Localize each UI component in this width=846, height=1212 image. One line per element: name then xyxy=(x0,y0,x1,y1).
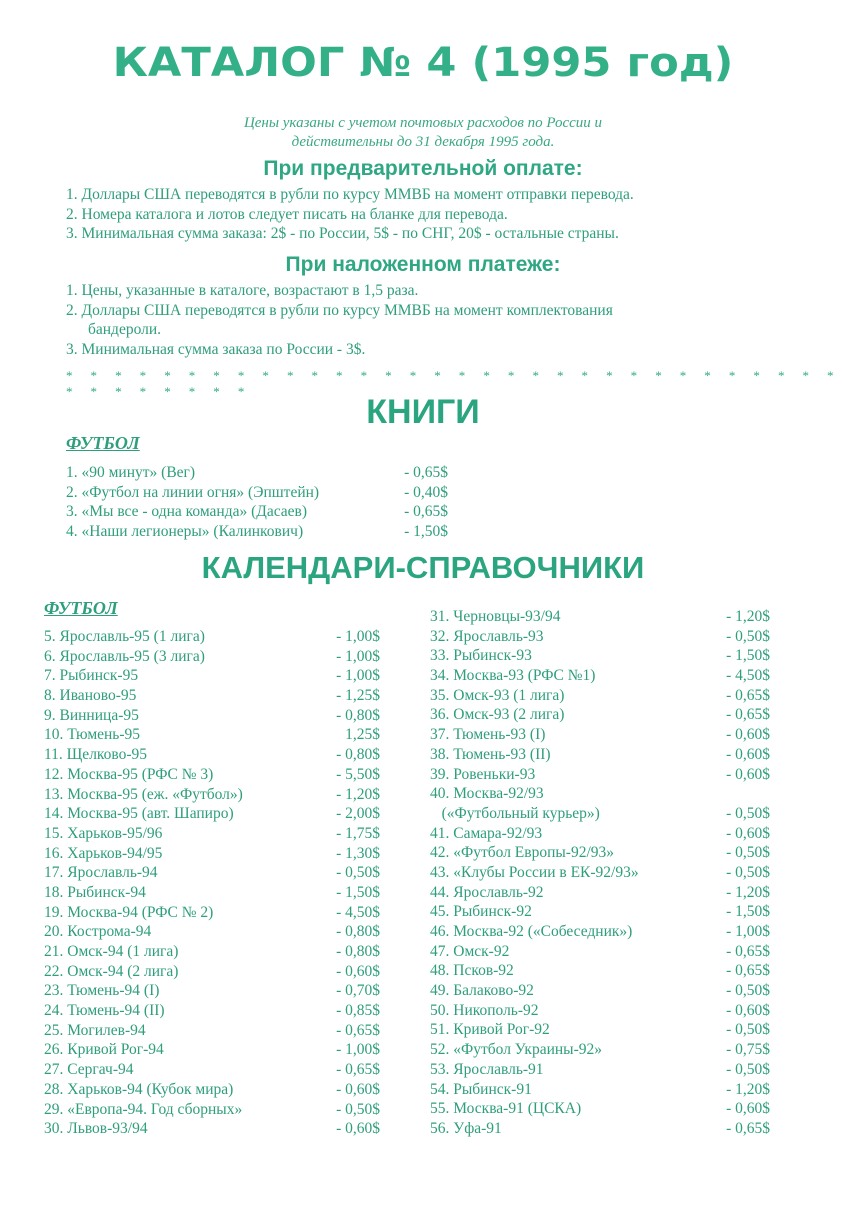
list-item xyxy=(44,942,380,962)
item-name: 27. Сергач-94 xyxy=(44,1061,134,1079)
item-name: 38. Тюмень-93 (II) xyxy=(430,745,551,763)
list-item xyxy=(44,863,380,883)
item-price: - 0,60$ xyxy=(726,745,770,763)
item-price: - 0,65$ xyxy=(726,942,770,960)
item-name: 44. Ярославль-92 xyxy=(430,883,544,901)
item-name: 24. Тюмень-94 (II) xyxy=(44,1002,165,1020)
list-item xyxy=(44,686,380,706)
item-price: - 1,50$ xyxy=(726,903,770,921)
cod-heading: При наложенном платеже: xyxy=(285,253,561,276)
item-price: - 0,60$ xyxy=(726,1100,770,1118)
list-item xyxy=(44,883,380,903)
list-item xyxy=(430,843,770,863)
list-item xyxy=(44,824,380,844)
item-price: - 1,20$ xyxy=(726,883,770,901)
item-name: 20. Кострома-94 xyxy=(44,923,152,941)
list-item xyxy=(44,922,380,942)
list-item xyxy=(430,607,770,627)
item-name: 32. Ярославль-93 xyxy=(430,627,544,645)
list-item xyxy=(430,725,770,745)
item-price: - 0,50$ xyxy=(726,863,770,881)
item-name: 56. Уфа-91 xyxy=(430,1119,502,1137)
item-name: 10. Тюмень-95 xyxy=(44,726,141,744)
list-item xyxy=(430,686,770,706)
item-price: - 0,60$ xyxy=(726,765,770,783)
list-item xyxy=(44,725,380,745)
item-name: 23. Тюмень-94 (I) xyxy=(44,982,160,1000)
item-name: 51. Кривой Рог-92 xyxy=(430,1021,550,1039)
list-item xyxy=(430,646,770,666)
list-item xyxy=(44,1100,380,1120)
list-item xyxy=(430,1099,770,1119)
item-price: - 1,00$ xyxy=(336,1041,380,1059)
item-price: - 0,80$ xyxy=(336,746,380,764)
subtitle-line: действительны до 31 декабря 1995 года. xyxy=(291,134,555,150)
list-item xyxy=(430,745,770,765)
list-item xyxy=(44,1001,380,1021)
list-item xyxy=(430,1119,770,1139)
item-price: - 0,60$ xyxy=(726,726,770,744)
item-name: 15. Харьков-95/96 xyxy=(44,824,163,842)
item-name: 53. Ярославль-91 xyxy=(430,1060,544,1078)
item-price: - 0,60$ xyxy=(336,1120,380,1138)
list-item: 2. «Футбол на линии огня» (Эпштейн) - 0,40$ xyxy=(66,483,448,501)
item-price: - 0,65$ xyxy=(336,1061,380,1079)
books-category: ФУТБОЛ xyxy=(66,433,140,453)
calendars-heading: КАЛЕНДАРИ-СПРАВОЧНИКИ xyxy=(201,550,645,585)
list-item xyxy=(430,765,770,785)
item-price: - 1,75$ xyxy=(336,824,380,842)
item-name: 14. Москва-95 (авт. Шапиро) xyxy=(44,805,234,823)
subtitle-line: Цены указаны с учетом почтовых расходов по России и xyxy=(243,115,603,131)
list-item: 1. «90 минут» (Вег) - 0,65$ xyxy=(66,464,448,481)
item-price: - 2,00$ xyxy=(336,805,380,823)
item-price: - 0,50$ xyxy=(726,1060,770,1078)
item-price: - 1,25$ xyxy=(336,687,380,705)
term-item: 3. Минимальная сумма заказа по России - 3$. xyxy=(66,340,366,358)
catalog-title: КАТАЛОГ № 4 (1995 год) xyxy=(112,40,734,86)
term-item: 2. Доллары США переводятся в рубли по курсу ММВБ на момент комплектования xyxy=(66,301,613,319)
item-price: - 0,65$ xyxy=(726,706,770,724)
item-name: 18. Рыбинск-94 xyxy=(44,883,146,901)
item-price: - 0,80$ xyxy=(336,706,380,724)
list-item: 4. «Наши легионеры» (Калинкович) - 1,50$ xyxy=(66,523,448,541)
item-name: 22. Омск-94 (2 лига) xyxy=(44,962,179,980)
list-item: 3. «Мы все - одна команда» (Дасаев) - 0,65$ xyxy=(66,503,448,521)
item-name: 16. Харьков-94/95 xyxy=(44,844,163,862)
item-name: 17. Ярославль-94 xyxy=(44,864,158,882)
term-item: 3. Минимальная сумма заказа: 2$ - по России, 5$ - по СНГ, 20$ - остальные страны. xyxy=(66,225,619,242)
item-name: 6. Ярославль-95 (3 лига) xyxy=(44,647,205,665)
item-name: 30. Львов-93/94 xyxy=(44,1120,148,1138)
item-price: - 1,00$ xyxy=(336,667,380,685)
item-name: 33. Рыбинск-93 xyxy=(430,647,532,665)
item-name: 54. Рыбинск-91 xyxy=(430,1080,532,1098)
list-item xyxy=(430,1020,770,1040)
item-name: 49. Балаково-92 xyxy=(430,982,534,1000)
term-item: 1. Цены, указанные в каталоге, возрастают в 1,5 раза. xyxy=(66,282,419,299)
list-item xyxy=(44,844,380,864)
list-item xyxy=(44,962,380,982)
item-name: 45. Рыбинск-92 xyxy=(430,903,532,921)
list-item xyxy=(430,705,770,725)
item-name: 7. Рыбинск-95 xyxy=(44,667,139,685)
item-name: 5. Ярославль-95 (1 лига) xyxy=(44,628,205,645)
list-item xyxy=(44,1119,380,1139)
list-item xyxy=(430,824,770,844)
item-name: 13. Москва-95 (еж. «Футбол») xyxy=(44,785,243,803)
item-price: - 0,50$ xyxy=(726,627,770,645)
item-price: - 1,00$ xyxy=(726,923,770,940)
item-name: 46. Москва-92 («Собеседник») xyxy=(430,923,633,940)
item-price: - 0,65$ xyxy=(726,1119,770,1137)
list-item xyxy=(430,922,770,942)
item-price: - 1,50$ xyxy=(726,647,770,665)
list-item xyxy=(430,627,770,647)
item-name: 25. Могилев-94 xyxy=(44,1021,146,1039)
item-price: 1,25$ xyxy=(345,726,380,744)
item-price: - 1,00$ xyxy=(336,628,380,645)
list-item xyxy=(44,1040,380,1060)
item-price: - 0,50$ xyxy=(726,844,770,862)
subtitle xyxy=(0,114,846,152)
item-price: - 0,75$ xyxy=(726,1041,770,1059)
list-item xyxy=(430,942,770,962)
prepayment-heading: При предварительной оплате: xyxy=(263,157,583,180)
list-item xyxy=(44,1080,380,1100)
item-price: - 1,20$ xyxy=(726,608,770,625)
item-name: 28. Харьков-94 (Кубок мира) xyxy=(44,1080,234,1098)
item-name: 26. Кривой Рог-94 xyxy=(44,1041,164,1059)
list-item xyxy=(44,627,380,647)
list-item xyxy=(430,784,770,804)
item-name: 41. Самара-92/93 xyxy=(430,824,543,842)
item-price: - 0,65$ xyxy=(726,962,770,980)
item-name: 50. Никополь-92 xyxy=(430,1001,539,1019)
list-item xyxy=(44,706,380,726)
list-item xyxy=(430,863,770,883)
list-item xyxy=(44,981,380,1001)
item-price: - 0,50$ xyxy=(726,804,770,822)
item-price: - 0,60$ xyxy=(726,824,770,842)
list-item xyxy=(44,745,380,765)
item-price: - 0,65$ xyxy=(726,686,770,704)
cod-terms xyxy=(66,281,613,359)
term-item: 1. Доллары США переводятся в рубли по курсу ММВБ на момент отправки перевода. xyxy=(66,186,634,203)
list-item xyxy=(44,1021,380,1041)
list-item xyxy=(430,981,770,1001)
item-price: - 0,50$ xyxy=(336,864,380,882)
item-price: - 0,85$ xyxy=(336,1002,380,1020)
item-price: - 0,60$ xyxy=(336,962,380,980)
item-name: 39. Ровеньки-93 xyxy=(430,765,536,783)
item-price: - 1,20$ xyxy=(726,1080,770,1098)
books-heading: КНИГИ xyxy=(366,393,480,431)
item-name: 8. Иваново-95 xyxy=(44,687,137,705)
item-price: - 1,50$ xyxy=(336,883,380,901)
list-item xyxy=(44,785,380,805)
item-name: («Футбольный курьер») xyxy=(430,804,600,822)
item-price: - 0,80$ xyxy=(336,923,380,941)
item-price: - 5,50$ xyxy=(336,765,380,783)
item-name: 47. Омск-92 xyxy=(430,942,510,960)
list-item xyxy=(44,903,380,923)
calendars-left-column xyxy=(44,627,380,1139)
list-item xyxy=(44,647,380,667)
item-name: 29. «Европа-94. Год сборных» xyxy=(44,1100,243,1118)
item-price: - 0,60$ xyxy=(336,1080,380,1098)
item-price: - 0,50$ xyxy=(336,1100,380,1118)
list-item xyxy=(430,902,770,922)
item-price: - 1,00$ xyxy=(336,647,380,665)
star-divider: * * * * * * * * * * * * * * * * * * * * * * * * * * * * * * * * * * * * * * * * xyxy=(66,368,841,399)
list-item xyxy=(44,666,380,686)
list-item xyxy=(430,1001,770,1021)
item-name: 11. Щелково-95 xyxy=(44,746,148,764)
item-name: 36. Омск-93 (2 лига) xyxy=(430,706,565,724)
item-name: 40. Москва-92/93 xyxy=(430,785,544,803)
calendars-category: ФУТБОЛ xyxy=(44,598,118,618)
item-price: - 0,70$ xyxy=(336,982,380,1000)
list-item xyxy=(430,961,770,981)
item-price: - 0,65$ xyxy=(336,1021,380,1039)
item-name: 35. Омск-93 (1 лига) xyxy=(430,686,565,704)
list-item xyxy=(430,1080,770,1100)
list-item xyxy=(44,765,380,785)
item-name: 55. Москва-91 (ЦСКА) xyxy=(430,1100,582,1118)
item-price: - 1,20$ xyxy=(336,785,380,803)
item-name: 34. Москва-93 (РФС №1) xyxy=(430,667,596,685)
item-price: - 0,60$ xyxy=(726,1001,770,1019)
item-name: 43. «Клубы России в ЕК-92/93» xyxy=(430,863,639,881)
calendars-right-column xyxy=(430,607,770,1139)
item-name: 31. Черновцы-93/94 xyxy=(430,608,561,625)
item-name: 21. Омск-94 (1 лига) xyxy=(44,943,179,960)
item-name: 12. Москва-95 (РФС № 3) xyxy=(44,765,214,783)
list-item xyxy=(430,804,770,824)
prepayment-terms xyxy=(66,185,634,244)
books-list xyxy=(66,463,448,542)
item-price: - 1,30$ xyxy=(336,844,380,862)
term-item-continued: бандероли. xyxy=(88,321,162,338)
item-price: - 0,80$ xyxy=(336,943,380,960)
list-item xyxy=(430,1040,770,1060)
item-price: - 4,50$ xyxy=(336,903,380,921)
term-item: 2. Номера каталога и лотов следует писать на бланке для перевода. xyxy=(66,205,508,223)
item-name: 48. Псков-92 xyxy=(430,962,514,980)
list-item xyxy=(430,666,770,686)
item-name: 52. «Футбол Украины-92» xyxy=(430,1041,602,1059)
list-item xyxy=(44,804,380,824)
item-name: 9. Винница-95 xyxy=(44,706,139,724)
item-name: 37. Тюмень-93 (I) xyxy=(430,726,546,744)
list-item xyxy=(430,883,770,903)
list-item xyxy=(44,1060,380,1080)
list-item xyxy=(430,1060,770,1080)
item-price: - 0,50$ xyxy=(726,1021,770,1039)
item-price: - 0,50$ xyxy=(726,982,770,1000)
item-name: 42. «Футбол Европы-92/93» xyxy=(430,844,615,862)
item-price: - 4,50$ xyxy=(726,667,770,685)
item-name: 19. Москва-94 (РФС № 2) xyxy=(44,903,214,921)
